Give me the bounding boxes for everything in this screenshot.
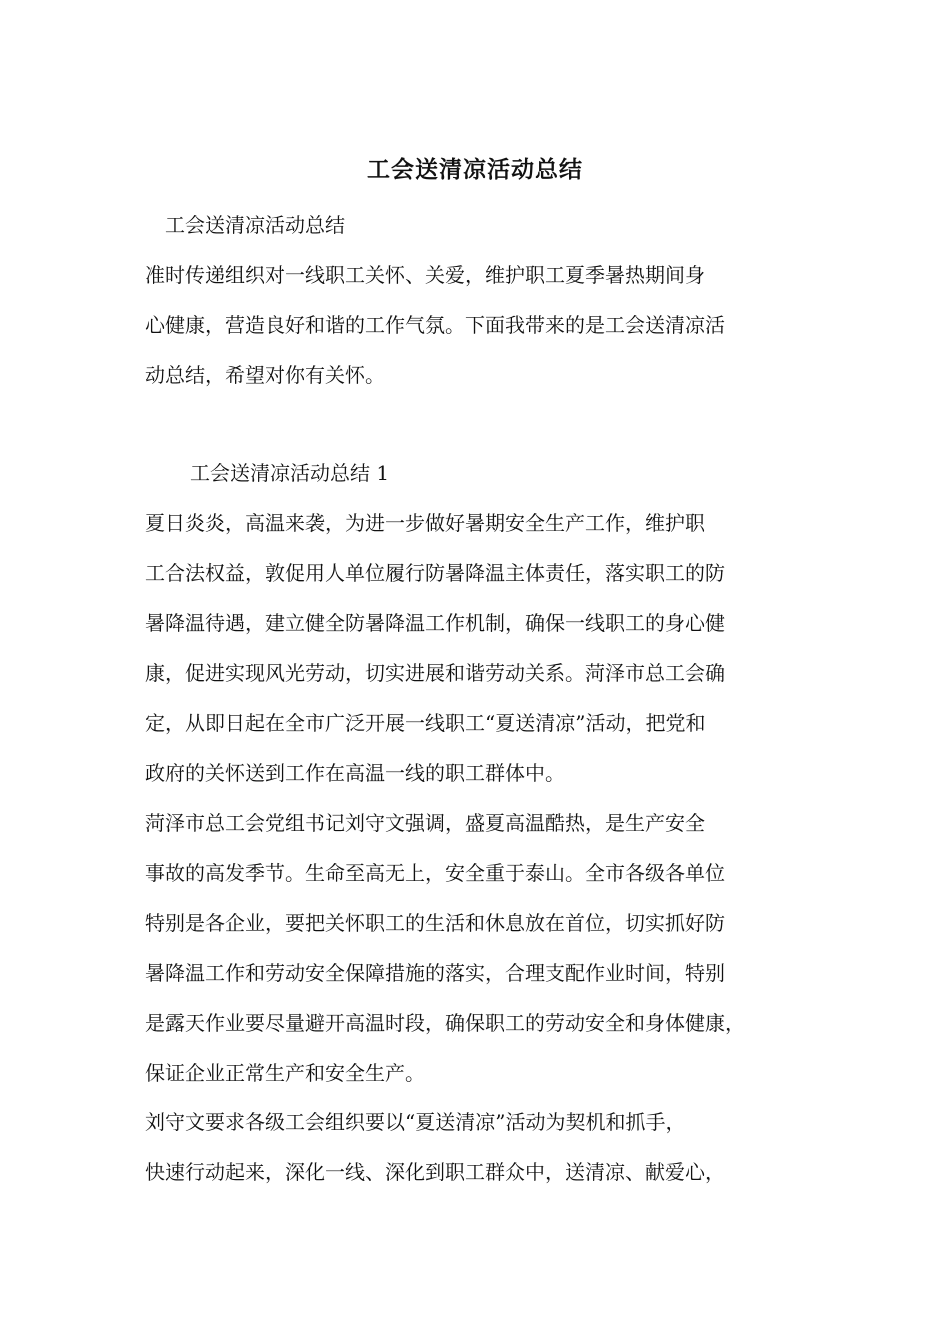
document-subtitle: 工会送清凉活动总结 bbox=[165, 213, 345, 237]
paragraph-line: 刘守文要求各级工会组织要以“夏送清凉”活动为契机和抓手， bbox=[145, 1110, 686, 1134]
paragraph-line: 康，促进实现风光劳动，切实进展和谐劳动关系。菏泽市总工会确 bbox=[145, 661, 725, 685]
paragraph-line: 定，从即日起在全市广泛开展一线职工“夏送清凉”活动，把党和 bbox=[145, 711, 706, 735]
intro-line: 动总结，希望对你有关怀。 bbox=[145, 363, 385, 387]
paragraph-line: 暑降温待遇，建立健全防暑降温工作机制，确保一线职工的身心健 bbox=[145, 611, 725, 635]
paragraph-3 bbox=[145, 1097, 825, 1197]
paragraph-line: 暑降温工作和劳动安全保障措施的落实，合理支配作业时间，特别 bbox=[145, 961, 725, 985]
paragraph-line: 特别是各企业，要把关怀职工的生活和休息放在首位，切实抓好防 bbox=[145, 911, 725, 935]
paragraph-line: 保证企业正常生产和安全生产。 bbox=[145, 1061, 425, 1085]
paragraph-line: 事故的高发季节。生命至高无上，安全重于泰山。全市各级各单位 bbox=[145, 861, 725, 885]
document-title: 工会送清凉活动总结 bbox=[367, 156, 583, 183]
paragraph-line: 是露天作业要尽量避开高温时段，确保职工的劳动安全和身体健康， bbox=[145, 1011, 745, 1035]
intro-paragraph bbox=[145, 250, 825, 400]
intro-line: 准时传递组织对一线职工关怀、关爱，维护职工夏季暑热期间身 bbox=[145, 263, 705, 287]
paragraph-1 bbox=[145, 498, 825, 798]
paragraph-line: 菏泽市总工会党组书记刘守文强调，盛夏高温酷热，是生产安全 bbox=[145, 811, 705, 835]
paragraph-line: 夏日炎炎，高温来袭，为进一步做好暑期安全生产工作，维护职 bbox=[145, 511, 705, 535]
paragraph-line: 政府的关怀送到工作在高温一线的职工群体中。 bbox=[145, 761, 565, 785]
paragraph-2 bbox=[145, 798, 825, 1098]
paragraph-line: 工合法权益，敦促用人单位履行防暑降温主体责任，落实职工的防 bbox=[145, 561, 725, 585]
section-heading: 工会送清凉活动总结 1 bbox=[190, 461, 390, 485]
paragraph-line: 快速行动起来，深化一线、深化到职工群众中，送清凉、献爱心， bbox=[145, 1160, 725, 1184]
intro-line: 心健康，营造良好和谐的工作气氛。下面我带来的是工会送清凉活 bbox=[145, 313, 725, 337]
